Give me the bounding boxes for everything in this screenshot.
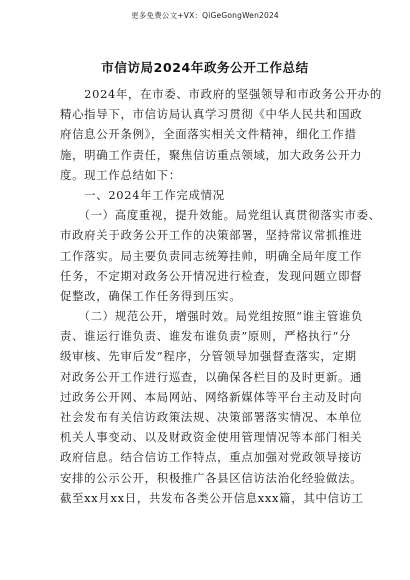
body-line: 2024年，在市委、市政府的坚强领导和市政务公开办的 bbox=[60, 87, 382, 101]
body-line: 市政府关于政务公开工作的决策部署，坚持常议常抓推进 bbox=[60, 228, 363, 243]
body-line: 政府信息。结合信访工作特点，重点加强对党政领导接访 bbox=[60, 450, 363, 465]
body-line: 府信息公开条例》，全面落实相关文件精神，细化工作措 bbox=[60, 127, 357, 142]
body-line: 安排的公示公开，积极推广各县区信访法治化经验做法。 bbox=[60, 470, 363, 485]
body-line: （二）规范公开，增强时效。局党组按照“谁主管谁负 bbox=[60, 309, 364, 324]
body-line: 过政务公开网、本局网站、网络新媒体等平台主动及时向 bbox=[60, 389, 363, 404]
body-line: 度。现工作总结如下： bbox=[60, 167, 181, 182]
header-note: 更多免费公文+VX：QiGeGongWen2024 bbox=[131, 11, 279, 20]
body-line: 截至xx月xx日，共发布各类公开信息xxx篇，其中信访工 bbox=[60, 490, 364, 505]
body-line: 任务，不定期对政务公开情况进行检查，发现问题立即督 bbox=[60, 268, 363, 283]
section-heading: 一、2024年工作完成情况 bbox=[60, 187, 225, 202]
document-body bbox=[60, 84, 382, 508]
body-line: 促整改，确保工作任务得到压实。 bbox=[60, 288, 242, 303]
document-title: 市信访局2024年政务公开工作总结 bbox=[101, 60, 309, 75]
body-line: 级审核、先审后发”程序，分管领导加强督查落实，定期 bbox=[60, 349, 357, 364]
body-line: 精心指导下，市信访局认真学习贯彻《中华人民共和国政 bbox=[60, 107, 363, 122]
body-line: 对政务公开工作进行巡查，以确保各栏目的及时更新。通 bbox=[60, 369, 363, 384]
body-line: 机关人事变动、以及财政资金使用管理情况等本部门相关 bbox=[60, 430, 363, 445]
body-line: 工作落实。局主要负责同志统筹挂帅，明确全局年度工作 bbox=[60, 248, 363, 263]
body-line: 责、谁运行谁负责、谁发布谁负责”原则，严格执行“分 bbox=[60, 329, 352, 344]
body-line: 社会发布有关信访政策法规、决策部署落实情况、本单位 bbox=[60, 410, 363, 424]
body-line: （一）高度重视，提升效能。局党组认真贯彻落实市委、 bbox=[60, 208, 381, 223]
body-line: 施，明确工作责任，聚焦信访重点领域，加大政务公开力 bbox=[60, 147, 363, 162]
